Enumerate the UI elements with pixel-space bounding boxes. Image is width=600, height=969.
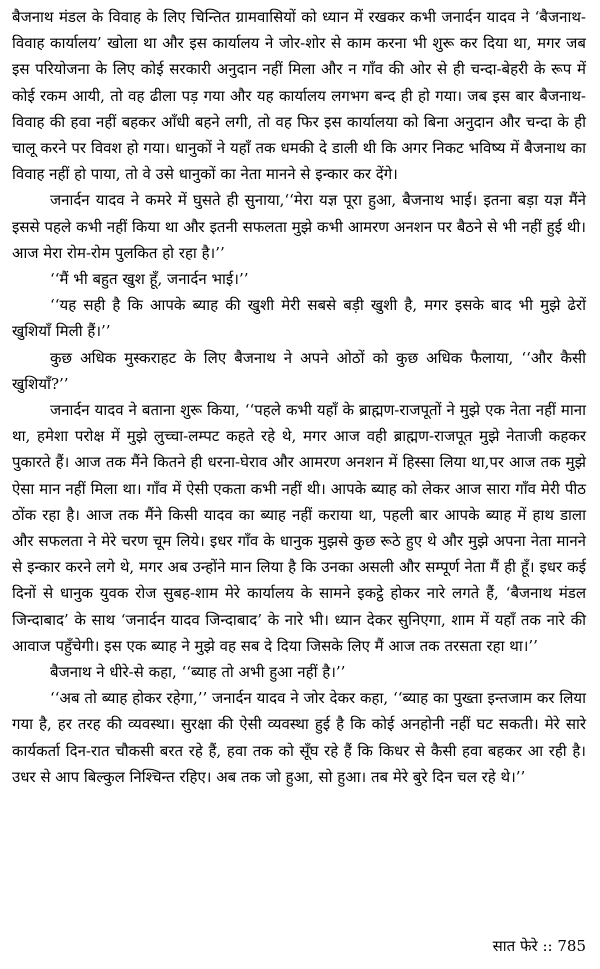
paragraph-6: जनार्दन यादव ने बताना शुरू किया, ‘‘पहले कभी यहाँ के ब्राह्मण-राजपूतों ने मुझे एक नेता नहीं माना था, हमेशा परोक्ष में मुझे लुच्चा-लम्पट कहते रहे थे, मगर आज वही ब्राह्मण-राजपूत मुझे नेताजी कहकर पुकारते हैं। आज तक मैंने कितने ही धरना-घेराव और आमरण अनशन में हिस्सा लिया था,पर आज तक मुझे ऐसा मान नहीं मिला था। गाँव में ऐसी एकता कभी नहीं थी। आपके ब्याह को लेकर आज सारा गाँव मेरी पीठ ठोंक रहा है। आज तक मैंने किसी यादव का ब्याह नहीं कराया था, पहली बार आपके ब्याह में हाथ डाला और सफलता ने मेरे चरण चूम लिये। इधर गाँव के धानुक मुझसे कुछ रूठे हुए थे और मुझे अपना नेता मानने से इन्कार करने लगे थे, मगर अब उन्होंने मान लिया है कि उनका असली और सम्पूर्ण नेता मैं ही हूँ। इधर कई दिनों से धानुक युवक रोज सुबह-शाम मेरे कार्यालय के सामने इकट्ठे होकर नारे लगते हैं, ‘बैजनाथ मंडल जिन्दाबाद’ के साथ ‘जनार्दन यादव जिन्दाबाद’ के नारे भी। ध्यान देकर सुनिएगा, शाम में यहाँ तक नारे की आवाज पहुँचेगी। इस एक ब्याह ने मुझे वह सब दे दिया जिसके लिए मैं आज तक तरसता रहा था।’’ [12, 401, 586, 655]
paragraph-5: कुछ अधिक मुस्कराहट के लिए बैजनाथ ने अपने ओठों को कुछ अधिक फैलाया, ‘‘और कैसी खुशियाँ?’’ [12, 348, 587, 393]
page-footer [493, 935, 586, 957]
paragraph-8: ‘‘अब तो ब्याह होकर रहेगा,’’ जनार्दन यादव ने जोर देकर कहा, ‘‘ब्याह का पुख्ता इन्तजाम कर लिया गया है, हर तरह की व्यवस्था। सुरक्षा की ऐसी व्यवस्था हुई है कि कोई अनहोनी नहीं घट सकती। मेरे सारे कार्यकर्ता दिन-रात चौकसी बरत रहे हैं, हवा तक को सूँघ रहे हैं कि किधर से कैसी हवा बहकर आ रही है। उधर से आप बिल्कुल निश्चिन्त रहिए। अब तक जो हुआ, सो हुआ। तब मेरे बुरे दिन चल रहे थे।’’ [12, 689, 586, 786]
paragraph-1: बैजनाथ मंडल के विवाह के लिए चिन्तित ग्रामवासियों को ध्यान में रखकर कभी जनार्दन यादव ने ‘बैजनाथ- विवाह कार्यालय’ खोला था और इस कार्यालय ने जोर-शोर से काम करना भी शुरू कर दिया था, मगर जब इस परियोजना के लिए कोई सरकारी अनुदान नहीं मिला और न गाँव की ओर से ही चन्दा-बेहरी के रूप में कोई रकम आयी, तो वह ढीला पड़ गया और यह कार्यालय लगभग बन्द ही हो गया। जब इस बार बैजनाथ- विवाह की हवा नहीं बहकर आँधी बहने लगी, तो वह फिर इस कार्यालया को बिना अनुदान और चन्दा के ही चालू करने पर विवश हो गया। धानुकों ने यहाँ तक धमकी दे डाली थी कि अगर निकट भविष्य में बैजनाथ का विवाह नहीं हो पाया, तो वे उसे धानुकों का नेता मानने से इन्कार कर देंगे। [12, 8, 586, 184]
book-title: सात फेरे [492, 937, 538, 955]
page-body [12, 4, 586, 790]
footer-separator: :: [542, 937, 553, 955]
paragraph-2: जनार्दन यादव ने कमरे में घुसते ही सुनाया,‘‘मेरा यज्ञ पूरा हुआ, बैजनाथ भाई। इतना बड़ा यज्ञ मैंने इससे पहले कभी नहीं किया था और इतनी सफलता मुझे कभी आमरण अनशन पर बैठने से भी नहीं हुई थी। आज मेरा रोम-रोम पुलकित हो रहा है।’’ [12, 191, 586, 262]
paragraph-7: बैजनाथ ने धीरे-से कहा, ‘‘ब्याह तो अभी हुआ नहीं है।’’ [50, 663, 346, 682]
paragraph-4: ‘‘यह सही है कि आपके ब्याह की खुशी मेरी सबसे बड़ी खुशी है, मगर इसके बाद भी मुझे ढेरों खुशियाँ मिली हैं।’’ [12, 296, 586, 341]
page-number: 785 [557, 937, 586, 955]
paragraph-3: ‘‘मैं भी बहुत खुश हूँ, जनार्दन भाई।’’ [50, 270, 249, 289]
